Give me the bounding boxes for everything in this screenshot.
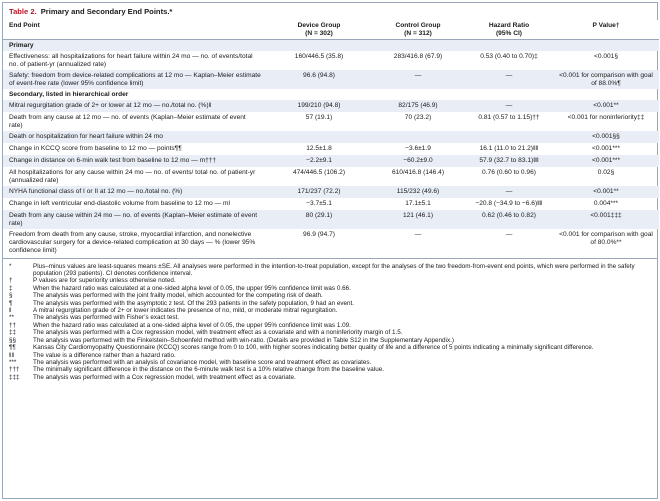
- table-row: [3, 198, 659, 210]
- section-label: Secondary, listed in hierarchical order: [9, 90, 129, 98]
- p-value-cell: <0.001**: [553, 100, 659, 112]
- control-group-cell: −3.6±1.9: [405, 144, 431, 152]
- table-row: [3, 51, 659, 70]
- device-group-cell: [267, 131, 371, 143]
- p-value-cell: 0.004***: [593, 199, 619, 207]
- footnote-text: The analysis was performed with an analysis of covariance model, with baseline score and treatment effect as covariates.: [33, 359, 372, 367]
- table-row: [3, 155, 659, 167]
- table-row: [3, 143, 659, 155]
- p-value-cell: 0.02§: [597, 168, 615, 176]
- end-point-cell: Effectiveness: all hospitalizations for heart failure within 24 mo — no. of events/total no. of patient-yr (annualized rate): [9, 52, 253, 68]
- footnote-text: When the hazard ratio was calculated at a one-sided alpha level of 0.05, the upper 95% confidence limit was 0.66.: [33, 284, 351, 292]
- p-value-cell: <0.001 for comparison with goal of 88.0%¶: [553, 70, 659, 89]
- footnote-text: The analysis was performed with the Finkelstein–Schoenfeld method with win-ratio. (Details are provided in Table S12 in the Supplementary Appendix.): [33, 336, 454, 344]
- footnote: [9, 314, 651, 321]
- footnote-text: A mitral regurgitation grade of 2+ or lower indicates the presence of no, mild, or moderate mitral regurgitation.: [33, 307, 338, 315]
- end-point-cell: Change in left ventricular end-diastolic volume from baseline to 12 mo — ml: [9, 199, 230, 207]
- footnote-text: P values are for superiority unless otherwise noted.: [33, 277, 176, 285]
- end-point-cell: Death from any cause within 24 mo — no. of events (Kaplan–Meier estimate of event rate): [3, 210, 267, 229]
- header-device-group: Device Group (N = 302): [267, 20, 371, 40]
- p-value-cell: <0.001‡‡‡: [553, 210, 659, 229]
- hazard-ratio-cell: —: [465, 100, 553, 112]
- control-group-cell: 17.1±5.1: [405, 199, 431, 207]
- p-value-cell: <0.001***: [553, 155, 659, 167]
- control-group-cell: −60.2±9.0: [371, 155, 465, 167]
- footnote-symbol: †: [9, 277, 13, 285]
- control-group-cell: 82/175 (46.9): [371, 100, 465, 112]
- footnote: [9, 307, 651, 314]
- footnote-symbol: ‡‡: [9, 329, 17, 337]
- control-group-cell: [371, 131, 465, 143]
- p-value-cell: <0.001**: [553, 186, 659, 198]
- footnote: [9, 359, 651, 366]
- p-value-cell: <0.001 for noninferiority‡‡: [567, 113, 645, 121]
- table-row: [3, 112, 659, 131]
- footnote: [9, 352, 651, 359]
- table-row: [3, 70, 659, 89]
- end-point-cell: NYHA functional class of I or II at 12 mo — no./total no. (%): [3, 186, 267, 198]
- footnote-text: The analysis was performed with the asymptotic z test. Of the 293 patients in the safety population, 9 had an event.: [33, 299, 354, 307]
- header-hazard-ratio: Hazard Ratio (95% CI): [465, 20, 553, 40]
- p-value-cell: <0.001§: [593, 52, 619, 60]
- device-group-cell: 171/237 (72.2): [267, 186, 371, 198]
- end-point-cell: Death from any cause at 12 mo — no. of events (Kaplan–Meier estimate of event rate): [9, 113, 246, 129]
- footnote-symbol: ¶¶: [9, 344, 16, 352]
- footnote: [9, 285, 651, 292]
- end-point-cell: Death or hospitalization for heart failure within 24 mo: [3, 131, 267, 143]
- end-point-cell: Change in KCCQ score from baseline to 12 mo — points¶¶: [9, 144, 182, 152]
- device-group-cell: 474/446.5 (106.2): [292, 168, 346, 176]
- control-group-cell: 70 (23.2): [404, 113, 432, 121]
- footnote: [9, 277, 651, 284]
- footnote-text: When the hazard ratio was calculated at a one-sided alpha level of 0.05, the upper 95% confidence limit was 1.09.: [33, 321, 351, 329]
- footnote-symbol: ‖: [9, 307, 12, 315]
- section-row: [3, 89, 659, 100]
- header-end-point: End Point: [3, 20, 267, 40]
- table-body: [3, 40, 659, 257]
- footnote-symbol: §§: [9, 336, 17, 344]
- device-group-cell: 57 (19.1): [305, 113, 333, 121]
- end-point-cell: Change in distance on 6-min walk test from baseline to 12 mo — m†††: [3, 155, 267, 167]
- control-group-cell: —: [414, 230, 422, 238]
- table-frame: [2, 2, 658, 499]
- footnote-text: The analysis was performed with a Cox regression model, with treatment effect as a covariate and with a noninferiority margin of 1.5.: [33, 329, 403, 337]
- footnote-symbol: ***: [9, 359, 17, 367]
- table-title-bar: [3, 3, 657, 20]
- device-group-cell: 96.9 (94.7): [303, 230, 335, 238]
- control-group-cell: 283/416.8 (67.9): [393, 52, 443, 60]
- hazard-ratio-cell: 0.76 (0.60 to 0.96): [482, 168, 536, 176]
- section-label: Primary: [3, 40, 659, 52]
- footnote-symbol: †††: [9, 366, 20, 374]
- hazard-ratio-cell: 0.53 (0.40 to 0.70)‡: [480, 52, 538, 60]
- footnote: [9, 337, 651, 344]
- footnote-text: The analysis was performed with Fisher’s exact test.: [33, 314, 180, 322]
- table-row: [3, 131, 659, 143]
- footnote-text: The analysis was performed with the joint frailty model, which accounted for the competing risk of death.: [33, 292, 323, 300]
- header-row: [3, 20, 659, 40]
- hazard-ratio-cell: 0.81 (0.57 to 1.15)††: [478, 113, 540, 121]
- table-row: [3, 210, 659, 229]
- footnote-symbol: ¶: [9, 299, 13, 307]
- footnote-symbol: ‖‖: [9, 351, 15, 359]
- footnote: [9, 374, 651, 381]
- footnote-text: Plus–minus values are least-squares means ±SE. All analyses were performed in the intention-to-treat population, except for the analyses of the two freedom-from-event end points, which were performed in the safety population (293 patients). CI denotes confidence interval.: [33, 262, 635, 277]
- hazard-ratio-cell: 16.1 (11.0 to 21.2)‖‖: [479, 144, 539, 152]
- table-row: [3, 229, 659, 256]
- device-group-cell: 12.5±1.8: [306, 144, 332, 152]
- device-group-cell: 160/446.5 (35.8): [294, 52, 344, 60]
- end-point-cell: Safety: freedom from device-related complications at 12 mo — Kaplan–Meier estimate of event-free rate (lower 95% confidence limit): [3, 70, 267, 89]
- hazard-ratio-cell: —: [465, 70, 553, 89]
- control-group-cell: 121 (46.1): [371, 210, 465, 229]
- end-point-cell: All hospitalizations for any cause within 24 mo — no. of events/ total no. of patient-yr (annualized rate): [9, 168, 256, 184]
- end-points-table: [3, 20, 659, 257]
- p-value-cell: <0.001***: [591, 144, 621, 152]
- device-group-cell: 199/210 (94.8): [267, 100, 371, 112]
- control-group-cell: 610/416.8 (146.4): [391, 168, 445, 176]
- table-title: Primary and Secondary End Points.*: [40, 6, 173, 16]
- p-value-cell: <0.001 for comparison with goal of 80.0%**: [559, 230, 653, 246]
- end-point-cell: Mitral regurgitation grade of 2+ or lower at 12 mo — no./total no. (%)‖: [3, 100, 267, 112]
- footnote-text: The analysis was performed with a Cox regression model, with treatment effect as a covariate.: [33, 373, 296, 381]
- table-number: Table 2.: [9, 6, 37, 16]
- footnotes: [3, 258, 657, 382]
- device-group-cell: −2.2±9.1: [267, 155, 371, 167]
- hazard-ratio-cell: [465, 131, 553, 143]
- footnote-symbol: *: [9, 262, 12, 270]
- footnote-symbol: ‡: [9, 284, 13, 292]
- table-row: [3, 167, 659, 186]
- control-group-cell: 115/232 (49.6): [371, 186, 465, 198]
- control-group-cell: —: [371, 70, 465, 89]
- footnote: [9, 344, 651, 351]
- footnote-text: The value is a difference rather than a hazard ratio.: [33, 351, 176, 359]
- footnote: [9, 366, 651, 373]
- footnote-symbol: ‡‡‡: [9, 373, 20, 381]
- hazard-ratio-cell: −20.8 (−34.9 to −6.6)‖‖: [475, 199, 543, 207]
- p-value-cell: <0.001§§: [553, 131, 659, 143]
- footnote-text: The minimally significant difference in the distance on the 6-minute walk test is a 10% relative change from the baseline value.: [33, 366, 384, 374]
- device-group-cell: 80 (29.1): [267, 210, 371, 229]
- header-p-value: P Value†: [553, 20, 659, 40]
- section-row: [3, 40, 659, 52]
- hazard-ratio-cell: —: [465, 186, 553, 198]
- table-row: [3, 186, 659, 198]
- end-point-cell: Freedom from death from any cause, stroke, myocardial infarction, and nonelective cardiovascular surgery for a device-related complication at 30 days — % (lower 95% confidence limit): [9, 230, 256, 254]
- header-control-group: Control Group (N = 312): [371, 20, 465, 40]
- footnote: [9, 292, 651, 299]
- table-row: [3, 100, 659, 112]
- footnote-symbol: §: [9, 292, 13, 300]
- hazard-ratio-cell: —: [505, 230, 513, 238]
- footnote-text: Kansas City Cardiomyopathy Questionnaire (KCCQ) scores range from 0 to 100, with higher scores indicating better quality of life and a difference of 5 points indicating a minimally significant difference.: [33, 344, 594, 352]
- footnote: [9, 322, 651, 329]
- footnote: [9, 263, 651, 278]
- footnote-symbol: ††: [9, 321, 17, 329]
- footnote: [9, 329, 651, 336]
- footnote-symbol: **: [9, 314, 14, 322]
- hazard-ratio-cell: 0.62 (0.46 to 0.82): [465, 210, 553, 229]
- device-group-cell: −3.7±5.1: [306, 199, 332, 207]
- hazard-ratio-cell: 57.9 (32.7 to 83.1)‖‖: [465, 155, 553, 167]
- footnote: [9, 300, 651, 307]
- device-group-cell: 96.6 (94.8): [267, 70, 371, 89]
